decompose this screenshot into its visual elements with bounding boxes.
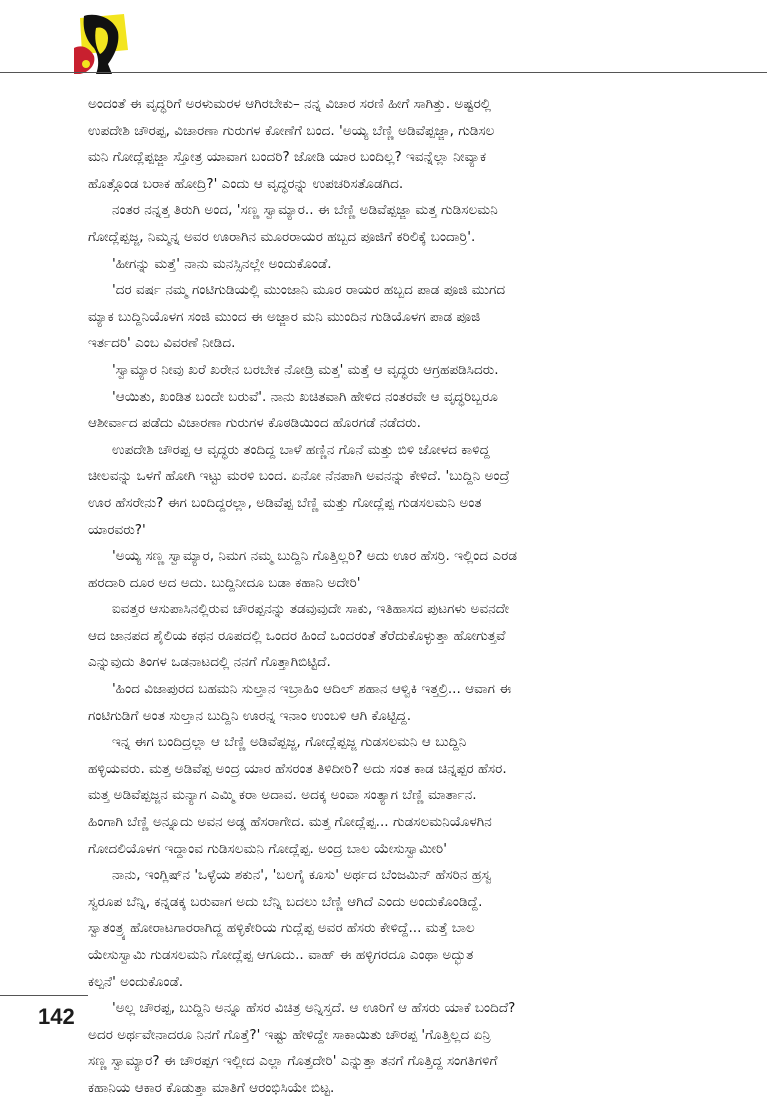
page-number: 142 [38, 1004, 75, 1029]
text-line: ಯೇಸುಸ್ವಾಮಿ ಗುಡಸಲಮನಿ ಗೋದ್ಲೆಪ್ಪ ಆಗೂದು.. ವಾಹ್ ಈ ಹಳ್ಳಿಗರದೂ ಎಂಥಾ ಅದ್ಭುತ [88, 947, 474, 963]
text-line: ಊರ ಹೆಸರೇನು? ಈಗ ಬಂದಿದ್ದರಲ್ಲಾ, ಅಡಿವೆಪ್ಪ ಬೆಣ್ಣಿ ಮತ್ತು ಗೋದ್ಲೆಪ್ಪ ಗುಡಸಲಮನಿ ಅಂತ [88, 494, 482, 511]
text-line: ಯಾರವರು?' [88, 521, 146, 538]
text-line: 'ಆಯಿತು, ಖಂಡಿತ ಬಂದೇ ಬರುವೆ'. ನಾನು ಖಚಿತವಾಗಿ ಹೇಳಿದ ನಂತರವೇ ಆ ವೃದ್ಧರಿಬ್ಬರೂ [112, 388, 498, 405]
text-line: ಮನಿ ಗೋದ್ಲೆಪ್ಪಜ್ಜಾ ಸ್ತೋತ್ರ ಯಾವಾಗ ಬಂದರಿ? ಜೋಡಿ ಯಾರ ಬಂದಿಲ್ಲ? ಇವನ್ನೆಲ್ಲಾ ನೀವ್ಯಾಕ [88, 149, 487, 166]
paragraph [88, 277, 688, 357]
paragraph [88, 676, 688, 729]
paragraph [88, 251, 688, 278]
text-line: ಸ್ವಾತಂತ್ರ್ಯ ಹೋರಾಟಗಾರರಾಗಿದ್ದ ಹಳ್ಳಿಕೇರಿಯ ಗುದ್ಲೆಪ್ಪ ಅವರ ಹೆಸರು ಕೇಳಿದ್ದೆ... ಮತ್ತೆ ಬಾಲ [88, 920, 475, 937]
text-line: 'ಸ್ವಾಮ್ಯಾರ ನೀವು ಖರೆ ಖರೇನ ಬರಬೇಕ ನೋಡ್ರಿ ಮತ್ತ' ಮತ್ತೆ ಆ ವೃದ್ಧರು ಆಗ್ರಹಪಡಿಸಿದರು. [112, 361, 499, 378]
paragraph [88, 437, 688, 543]
text-line: ಹರದಾರಿ ದೂರ ಅದ ಅದು. ಬುದ್ದಿನೀದೂ ಬಡಾ ಕಹಾನಿ ಅದೇರಿ' [88, 574, 361, 591]
text-line: ಹೊತ್ಗೊಂಡ ಬರಾಕ ಹೋದ್ರಿ?' ಎಂದು ಆ ವೃದ್ಧರನ್ನು ಉಪಚರಿಸತೊಡಗಿದ. [88, 175, 404, 192]
text-line: ಸ್ವರೂಪ ಬೆನ್ನಿ, ಕನ್ನಡಕ್ಕ ಬರುವಾಗ ಅದು ಬೆನ್ನಿ ಬದಲು ಬೆಣ್ಣಿ ಆಗಿದೆ ಎಂದು ಅಂದುಕೊಂಡಿದ್ದೆ. [88, 893, 483, 910]
text-line: ಮತ್ತ ಅಡಿವೆಪ್ಪಜ್ಜನ ಮನ್ಯಾಗ ಎಮ್ಮಿ ಕರಾ ಅದಾವ. ಅದಕ್ಕ ಅಂವಾ ಸಂತ್ಯಾಗ ಬೆಣ್ಣಿ ಮಾರ್ತಾನ. [88, 787, 477, 804]
text-line: ಆಶೀರ್ವಾದ ಪಡೆದು ವಿಚಾರಣಾ ಗುರುಗಳ ಕೊಠಡಿಯಿಂದ ಹೊರಗಡೆ ನಡೆದರು. [88, 415, 422, 432]
text-line: ಗಂಟಿಗುಡಿಗೆ ಅಂತ ಸುಲ್ತಾನ ಬುದ್ದಿನಿ ಊರನ್ನ ಇನಾಂ ಉಂಬಳಿ ಆಗಿ ಕೊಟ್ಟಿದ್ದ. [88, 707, 412, 724]
text-line: ಚೀಲವನ್ನು ಒಳಗೆ ಹೋಗಿ ಇಟ್ಟು ಮರಳಿ ಬಂದ. ಏನೋ ನೆನಪಾಗಿ ಅವನನ್ನು ಕೇಳಿದೆ. 'ಬುದ್ದಿನಿ ಅಂದ್ರೆ [88, 468, 510, 485]
text-line: 'ಅಲ್ಲ ಚೌರಪ್ಪ, ಬುದ್ದಿನಿ ಅನ್ನೂ ಹೆಸರ ವಿಚಿತ್ರ ಅನ್ನಿಸ್ತದೆ. ಆ ಊರಿಗೆ ಆ ಹೆಸರು ಯಾಕೆ ಬಂದಿದೆ? [112, 1000, 516, 1017]
text-line: ಅದರ ಅರ್ಥವೇನಾದರೂ ನಿನಗೆ ಗೊತ್ತೆ?' ಇಷ್ಟು ಹೇಳಿದ್ದೇ ಸಾಕಾಯಿತು ಚೌರಪ್ಪ 'ಗೊತ್ತಿಲ್ಲದ ಏನ್ರಿ [88, 1026, 491, 1043]
text-line: ಆದ ಜಾನಪದ ಶೈಲಿಯ ಕಥನ ರೂಪದಲ್ಲಿ ಒಂದರ ಹಿಂದೆ ಒಂದರಂತೆ ತೆರೆದುಕೊಳ್ಳುತ್ತಾ ಹೋಗುತ್ತವೆ [88, 627, 506, 644]
text-line: ಐವತ್ತರ ಆಸುಪಾಸಿನಲ್ಲಿರುವ ಚೌರಪ್ಪನನ್ನು ತಡವುವುದೇ ಸಾಕು, ಇತಿಹಾಸದ ಪುಟಗಳು ಅವನದೇ [112, 601, 509, 618]
paragraph [88, 543, 688, 596]
text-line: ಗೋದಲಿಯೊಳಗ ಇದ್ದಾಂವ ಗುಡಿಸಲಮನಿ ಗೋದ್ಲೆಪ್ಪ. ಅಂದ್ರ ಬಾಲ ಯೇಸುಸ್ವಾಮೀರಿ' [88, 840, 447, 857]
text-line: ನಂತರ ನನ್ನತ್ತ ತಿರುಗಿ ಅಂದ, 'ಸಣ್ಣ ಸ್ವಾಮ್ಯಾರ.. ಈ ಬೆಣ್ಣಿ ಅಡಿವೆಪ್ಪಜ್ಜಾ ಮತ್ತ ಗುಡಿಸಲಮನಿ [112, 202, 498, 219]
paragraph [88, 995, 688, 1101]
body-text [88, 91, 688, 1102]
header-rule [0, 72, 767, 73]
text-line: ನಾನು, ಇಂಗ್ಲಿಷ್‌ನ 'ಒಳ್ಳೆಯ ಶಕುನ', 'ಬಲಗೈ ಕೂಸು' ಅರ್ಥದ ಬೆಂಜಮಿನ್ ಹೆಸರಿನ ಹ್ರಸ್ವ [112, 867, 492, 884]
paragraph [88, 729, 688, 862]
text-line: 'ದರ ವರ್ಷ ನಮ್ಮ ಗಂಟಿಗುಡಿಯಲ್ಲಿ ಮುಂಜಾನಿ ಮೂರ ರಾಯರ ಹಬ್ಬದ ಪಾಡ ಪೂಜಿ ಮುಗದ [112, 282, 506, 299]
text-line: ಉಪದೇಶಿ ಚೌರಪ್ಪ ಆ ವೃದ್ಧರು ತಂದಿದ್ದ ಬಾಳೆ ಹಣ್ಣಿನ ಗೊನೆ ಮತ್ತು ಬಿಳಿ ಜೋಳದ ಕಾಳಿದ್ದ [112, 441, 490, 458]
paragraph [88, 384, 688, 437]
text-line: 'ಹಿಂದ ವಿಜಾಪುರದ ಬಹಮನಿ ಸುಲ್ತಾನ ಇಬ್ರಾಹಿಂ ಆದಿಲ್ ಶಹಾನ ಆಳ್ವಿಕಿ ಇತ್ತಲ್ರಿ... ಆವಾಗ ಈ [112, 681, 512, 698]
text-line: ಅಂದಂತೆ ಈ ವೃದ್ಧರಿಗೆ ಅರಳುಮರಳ ಆಗಿರಬೇಕು– ನನ್ನ ವಿಚಾರ ಸರಣಿ ಹೀಗೆ ಸಾಗಿತ್ತು. ಅಷ್ಟರಲ್ಲಿ [88, 96, 492, 112]
text-line: ಗೋದ್ಲೆಪ್ಪಜ್ಜ, ನಿಮ್ಮನ್ನ ಅವರ ಊರಾಗಿನ ಮೂರರಾಯರ ಹಬ್ಬದ ಪೂಜಿಗೆ ಕರಿಲಿಕ್ಕೆ ಬಂದಾರ್ರಿ'. [88, 228, 476, 245]
text-line: ಮ್ಯಾಕ ಬುದ್ದಿನಿಯೊಳಗ ಸಂಜಿ ಮುಂದ ಈ ಅಜ್ಜಾರ ಮನಿ ಮುಂದಿನ ಗುಡಿಯೊಳಗ ಪಾಡ ಪೂಜಿ [88, 308, 481, 325]
paragraph [88, 596, 688, 676]
text-line: ಎನ್ನುವುದು ತಿಂಗಳ ಒಡನಾಟದಲ್ಲಿ ನನಗೆ ಗೊತ್ತಾಗಿಬಿಟ್ಟಿದೆ. [88, 654, 331, 671]
woman-face-logo-icon [74, 14, 128, 74]
paragraph [88, 862, 688, 995]
paragraph [88, 197, 688, 250]
paragraph [88, 357, 688, 384]
paragraph [88, 91, 688, 197]
text-line: ಹಳ್ಳಿಯವರು. ಮತ್ತ ಅಡಿವೆಪ್ಪ ಅಂದ್ರ ಯಾರ ಹೆಸರಂತ ತಿಳಿದೀರಿ? ಅದು ಸಂತ ಕಾಡ ಚಿನ್ನಪ್ಪರ ಹೆಸರ. [88, 760, 507, 777]
text-line: 'ಅಯ್ಯ ಸಣ್ಣ ಸ್ವಾಮ್ಯಾರ, ನಿಮಗ ನಮ್ಮ ಬುದ್ದಿನಿ ಗೊತ್ತಿಲ್ಲರಿ? ಅದು ಊರ ಹೆಸರ್ರಿ. ಇಲ್ಲಿಂದ ಎರಡ [112, 548, 517, 565]
text-line: ಸಣ್ಣ ಸ್ವಾಮ್ಯಾರ? ಈ ಚೌರಪ್ಪಗ ಇಲ್ಲೀದ ಎಲ್ಲಾ ಗೊತ್ತದೇರಿ' ಎನ್ನುತ್ತಾ ತನಗೆ ಗೊತ್ತಿದ್ದ ಸಂಗತಿಗಳಿಗೆ [88, 1053, 498, 1070]
footer-rule [0, 995, 88, 996]
text-line: ಇರ್ತದರಿ' ಎಂಬ ವಿವರಣೆ ನೀಡಿದ. [88, 335, 236, 352]
text-line: ಕಲ್ಪನೆ' ಅಂದುಕೊಂಡೆ. [88, 973, 184, 990]
text-line: ಹಿಂಗಾಗಿ ಬೆಣ್ಣಿ ಅನ್ನೂದು ಅವನ ಅಡ್ಡ ಹೆಸರಾಗೇದ. ಮತ್ತ ಗೋದ್ಲೆಪ್ಪ... ಗುಡಸಲಮನಿಯೊಳಗಿನ [88, 814, 492, 831]
text-line: 'ಹೀಗನ್ನು ಮತ್ತೆ' ನಾನು ಮನಸ್ಸಿನಲ್ಲೇ ಅಂದುಕೊಂಡೆ. [112, 255, 332, 272]
text-line: ಉಪದೇಶಿ ಚೌರಪ್ಪ, ವಿಚಾರಣಾ ಗುರುಗಳ ಕೋಣೆಗೆ ಬಂದ. 'ಅಯ್ಯ ಬೆಣ್ಣಿ ಅಡಿವೆಪ್ಪಜ್ಜಾ, ಗುಡಿಸಲ [88, 122, 495, 139]
text-line: ಇನ್ನ ಈಗ ಬಂದಿದ್ರಲ್ಲಾ ಆ ಬೆಣ್ಣಿ ಅಡಿವೆಪ್ಪಜ್ಜ, ಗೋದ್ಲೆಪ್ಪಜ್ಜ ಗುಡಸಲಮನಿ ಆ ಬುದ್ದಿನಿ [112, 734, 467, 751]
text-line: ಕಹಾನಿಯ ಆಕಾರ ಕೊಡುತ್ತಾ ಮಾತಿಗೆ ಆರಂಭಿಸಿಯೇ ಬಿಟ್ಟ. [88, 1079, 335, 1096]
